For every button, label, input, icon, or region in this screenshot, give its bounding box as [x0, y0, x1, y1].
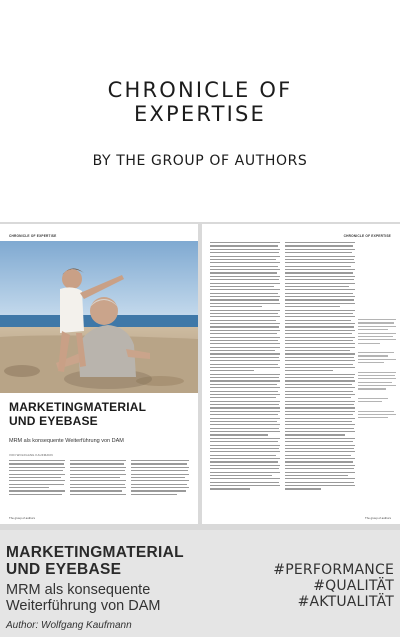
summary-subtitle: MRM als konsequente Weiterführung von DAM [6, 582, 161, 614]
article-title-line1: MARKETINGMATERIAL [9, 400, 147, 414]
body-column-1 [9, 460, 65, 497]
summary-title-line2: UND EYEBASE [6, 561, 122, 578]
footer-right: The group of authors [365, 516, 391, 520]
cover [0, 0, 400, 222]
summary-title-line1: MARKETINGMATERIAL [6, 544, 184, 561]
magazine-spread [0, 222, 400, 530]
article-title [9, 400, 146, 428]
cover-title-line1: CHRONICLE OF [107, 78, 293, 102]
running-head-left: CHRONICLE OF EXPERTISE [9, 234, 57, 238]
summary-author: Author: Wolfgang Kaufmann [6, 620, 132, 631]
right-column-2 [285, 242, 355, 492]
article-subtitle: MRM als konsequente Weiterführung von DAM [9, 438, 124, 444]
hashtag-list [273, 562, 394, 610]
right-column-1 [210, 242, 280, 492]
hashtag-performance: #PERFORMANCE [273, 562, 394, 578]
right-sidebar-notes [358, 319, 396, 421]
hashtag-qualitaet: #QUALITÄT [313, 578, 394, 594]
footer-left: The group of authors [9, 516, 35, 520]
left-page [0, 224, 198, 524]
hashtag-aktualitaet: #AKTUALITÄT [297, 594, 394, 610]
article-title-line2: UND EYEBASE [9, 414, 98, 428]
body-column-2 [70, 460, 126, 497]
summary-title [6, 544, 184, 578]
right-page [202, 224, 400, 524]
beach-photo [0, 241, 198, 393]
running-head-right: CHRONICLE OF EXPERTISE [343, 234, 391, 238]
article-summary-band [0, 530, 400, 637]
article-byline: VON WOLFGANG KAUFMANN [9, 453, 53, 457]
cover-title-line2: EXPERTISE [133, 102, 267, 126]
cover-subtitle: BY THE GROUP OF AUTHORS [92, 153, 308, 169]
body-column-3 [131, 460, 189, 497]
